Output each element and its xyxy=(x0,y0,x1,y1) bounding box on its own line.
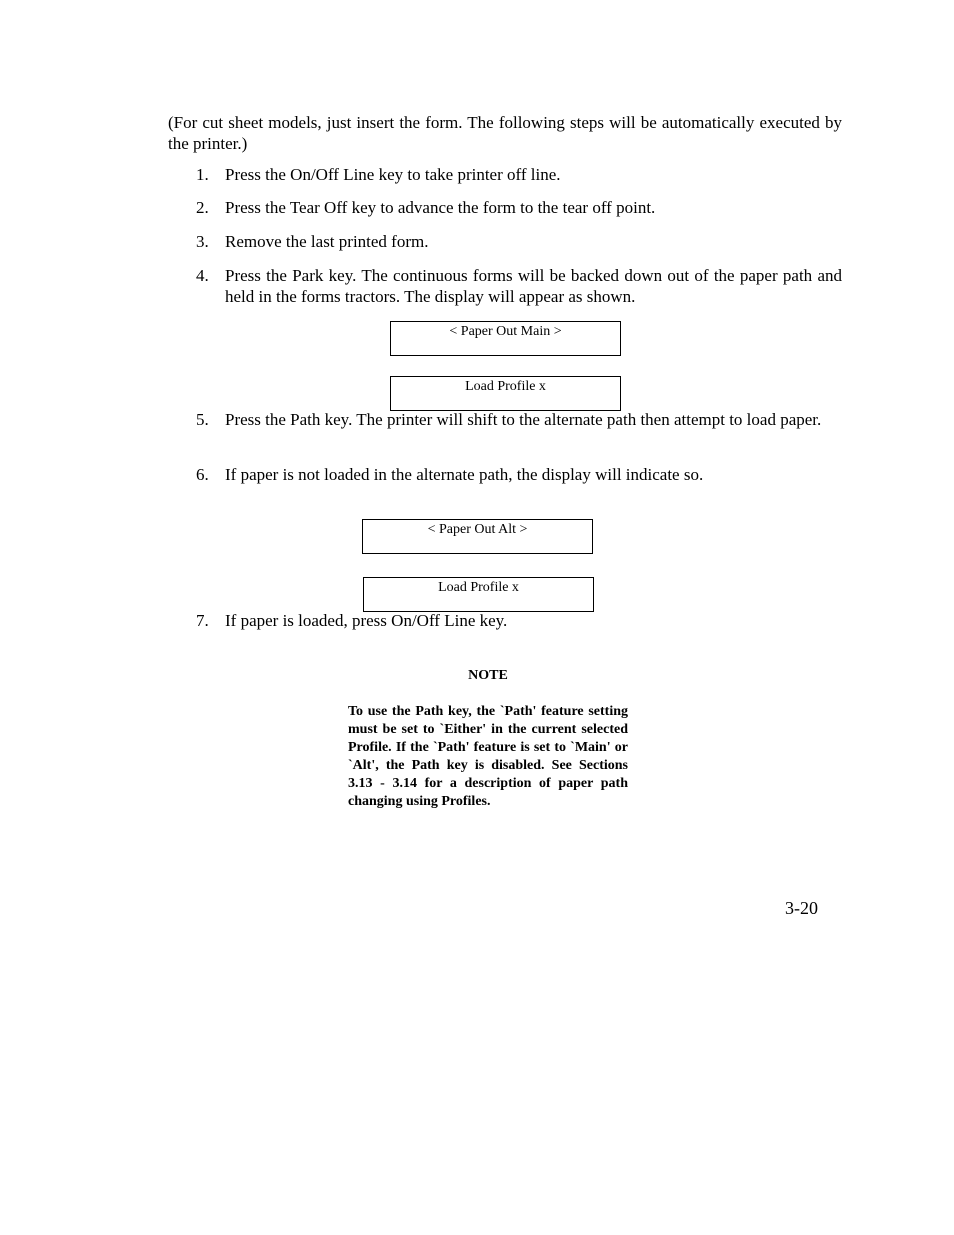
step-number: 6. xyxy=(196,465,209,484)
intro-paragraph: (For cut sheet models, just insert the form. The following steps will be automatically executed by the printer.) xyxy=(168,113,842,153)
step-item xyxy=(196,164,842,185)
display-load-profile-alt: Load Profile x xyxy=(363,577,594,612)
step-item xyxy=(196,197,842,218)
step-text: If paper is not loaded in the alternate path, the display will indicate so. xyxy=(225,465,704,484)
step-item xyxy=(196,464,842,485)
step-number: 7. xyxy=(196,611,209,630)
step-text: Press the Path key. The printer will shift to the alternate path then attempt to load paper. xyxy=(225,410,822,429)
note-body: To use the Path key, the `Path' feature setting must be set to `Either' in the current selected Profile. If the `Path' feature is set to `Main' or `Alt', the Path key is disabled. See Sections 3.13 - 3.14 for a description of paper path changing using Profiles. xyxy=(348,704,628,809)
step-text: Press the Tear Off key to advance the form to the tear off point. xyxy=(225,198,656,217)
note-title: NOTE xyxy=(468,668,508,683)
step-number: 3. xyxy=(196,232,209,251)
page-number: 3-20 xyxy=(785,898,818,918)
display-load-profile-main: Load Profile x xyxy=(390,376,621,411)
step-text: Press the On/Off Line key to take printer off line. xyxy=(225,165,561,184)
step-item xyxy=(196,610,842,631)
step-number: 5. xyxy=(196,410,209,429)
display-paper-out-alt: < Paper Out Alt > xyxy=(362,519,593,554)
step-item xyxy=(196,409,842,430)
step-text: If paper is loaded, press On/Off Line key. xyxy=(225,611,508,630)
display-paper-out-main: < Paper Out Main > xyxy=(390,321,621,356)
step-number: 4. xyxy=(196,266,209,285)
step-number: 1. xyxy=(196,165,209,184)
step-number: 2. xyxy=(196,198,209,217)
step-item xyxy=(196,231,842,252)
step-text: Remove the last printed form. xyxy=(225,232,429,251)
step-text: Press the Park key. The continuous forms will be backed down out of the paper path and held in the forms tractors. The display will appear as shown. xyxy=(225,266,842,306)
step-item xyxy=(196,265,842,307)
